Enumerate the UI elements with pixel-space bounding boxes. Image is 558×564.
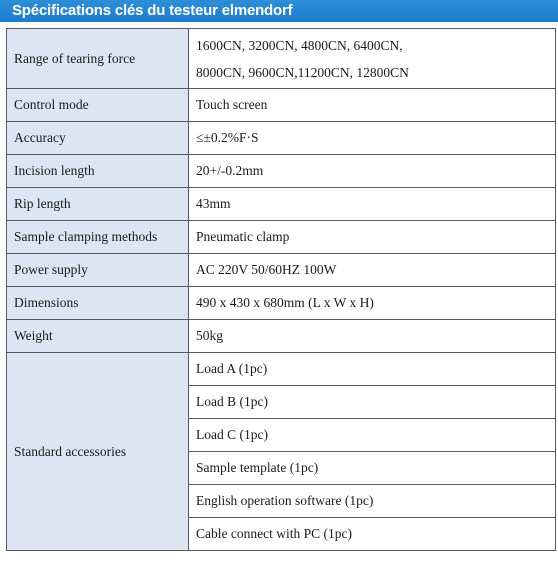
table-row (7, 89, 556, 122)
value-line: 1600CN, 3200CN, 4800CN, 6400CN, (196, 37, 403, 53)
row-label: Range of tearing force (7, 29, 189, 89)
row-value: 50kg (189, 320, 556, 353)
row-value (189, 29, 556, 89)
row-value: 20+/-0.2mm (189, 155, 556, 188)
table-row (7, 254, 556, 287)
accessory-item: Load A (1pc) (189, 353, 556, 386)
row-label: Power supply (7, 254, 189, 287)
accessory-item: Load B (1pc) (189, 386, 556, 419)
row-label: Incision length (7, 155, 189, 188)
row-value: AC 220V 50/60HZ 100W (189, 254, 556, 287)
row-label: Sample clamping methods (7, 221, 189, 254)
row-value: 43mm (189, 188, 556, 221)
table-row (7, 320, 556, 353)
accessory-item: Load C (1pc) (189, 419, 556, 452)
spec-table (6, 28, 556, 551)
table-row (7, 287, 556, 320)
row-value: ≤±0.2%F·S (189, 122, 556, 155)
table-row (7, 29, 556, 89)
table-row (7, 155, 556, 188)
page-title: Spécifications clés du testeur elmendorf (12, 2, 293, 19)
row-value: 490 x 430 x 680mm (L x W x H) (189, 287, 556, 320)
accessory-item: English operation software (1pc) (189, 485, 556, 518)
table-row (7, 188, 556, 221)
accessories-label: Standard accessories (7, 353, 189, 551)
table-row (7, 221, 556, 254)
row-value: Touch screen (189, 89, 556, 122)
accessory-item: Cable connect with PC (1pc) (189, 518, 556, 551)
accessory-item: Sample template (1pc) (189, 452, 556, 485)
row-label: Dimensions (7, 287, 189, 320)
value-line: 8000CN, 9600CN,11200CN, 12800CN (196, 64, 409, 80)
row-value: Pneumatic clamp (189, 221, 556, 254)
row-label: Control mode (7, 89, 189, 122)
table-row (7, 122, 556, 155)
title-bar (0, 0, 558, 22)
row-label: Weight (7, 320, 189, 353)
row-label: Accuracy (7, 122, 189, 155)
table-row (7, 353, 556, 386)
row-label: Rip length (7, 188, 189, 221)
